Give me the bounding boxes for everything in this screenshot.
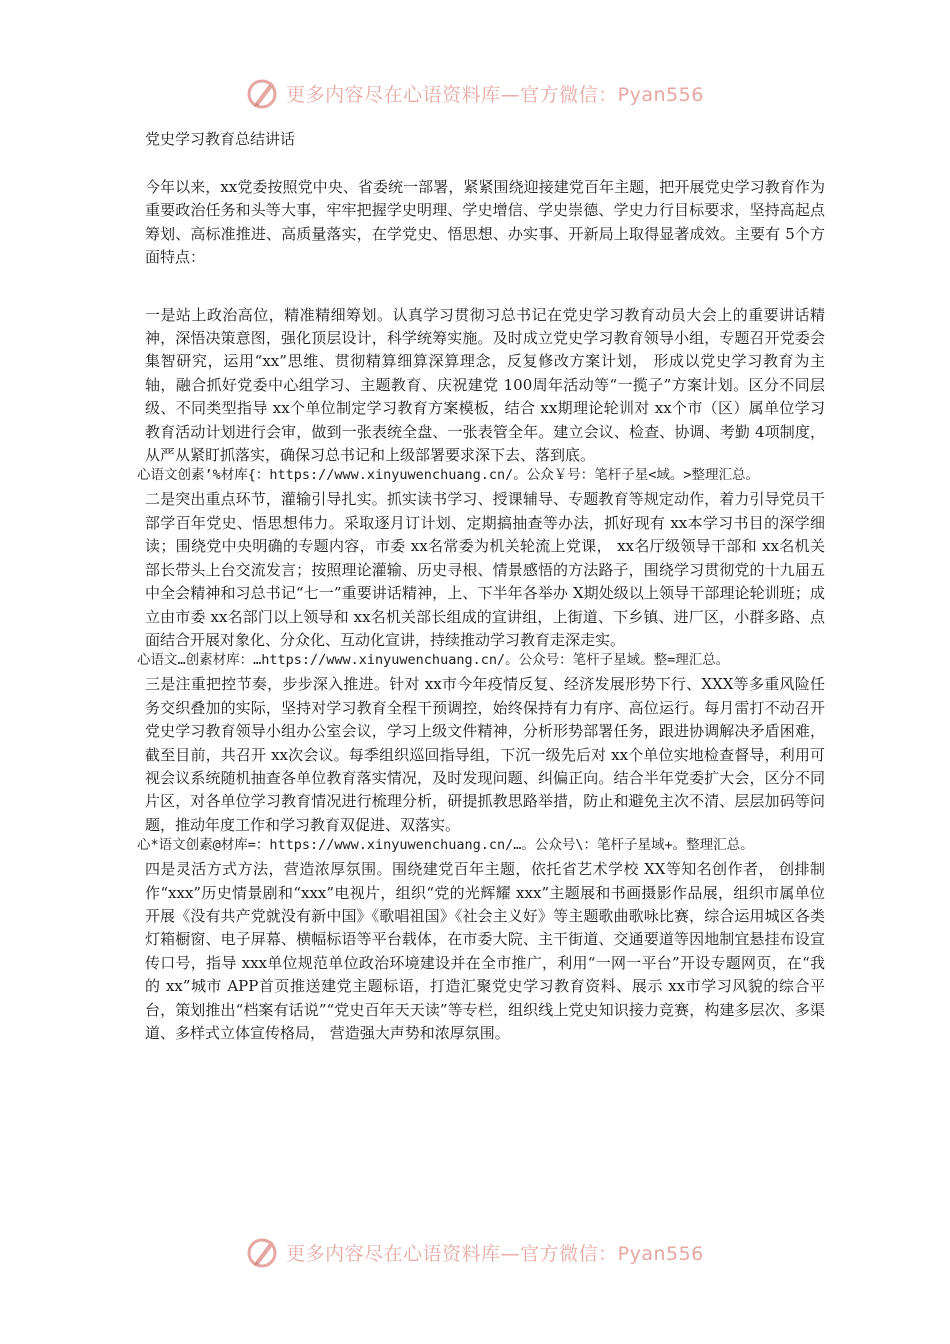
document-title: 党史学习教育总结讲话	[145, 130, 296, 148]
watermark-text: 更多内容尽在心语资料库—官方微信：Pyan556	[286, 1242, 704, 1265]
source-note-2: 心语文…创素材库：…https://www.xinyuwenchuang.cn/。公众号：笔杆子星域。整=理汇总。	[137, 652, 730, 669]
paragraph-3: 三是注重把控节奏，步步深入推进。针对 xx市今年疫情反复、经济发展形势下行、XXX等多重风险任务交织叠加的实际，坚持对学习教育全程干预调控，始终保持有力有序、高位运行。每月雷打不动召开党史学习教育领导小组办公室会议，学习上级文件精神，分析形势部署任务，跟进协调解决矛盾困难，截至目前，共召开 xx次会议。每季组织巡回指导组，下沉一级先后对 xx个单位实地检查督导，利用可视会议系统随机抽查各单位教育落实情况，及时发现问题、纠偏正向。结合半年党委扩大会，区分不同片区，对各单位学习教育情况进行梳理分析，研提抓教思路举措，防止和避免主次不清、层层加码等问题，推动年度工作和学习教育双促进、双落实。	[145, 675, 825, 834]
source-note-3: 心*语文创素@材库=：https://www.xinyuwenchuang.cn/…。公众号\：笔杆子星域+。整理汇总。	[137, 837, 754, 854]
pen-logo-icon	[246, 76, 280, 110]
source-note-1: 心语文创素’%材库{：https://www.xinyuwenchuang.cn/。公众￥号：笔杆子星<域。>整理汇总。	[137, 467, 759, 484]
watermark-text: 更多内容尽在心语资料库—官方微信：Pyan556	[286, 83, 704, 106]
intro-paragraph: 今年以来，xx党委按照党中央、省委统一部署，紧紧围绕迎接建党百年主题，把开展党史学习教育作为重要政治任务和头等大事，牢牢把握学史明理、学史增信、学史崇德、学史力行目标要求，坚持高起点筹划、高标准推进、高质量落实，在学党史、悟思想、办实事、开新局上取得显著成效。主要有 5个方面特点：	[145, 178, 825, 267]
document-body	[137, 128, 825, 1045]
paragraph-4: 四是灵活方式方法，营造浓厚氛围。围绕建党百年主题，依托省艺术学校 XX等知名创作者， 创排制作“xxx”历史情景剧和“xxx”电视片，组织“党的光辉耀 xxx”主题展和书画摄影作品展，组织市属单位开展《没有共产党就没有新中国》《歌唱祖国》《社会主义好》等主题歌曲歌咏比赛，综合运用城区各类灯箱橱窗、电子屏幕、横幅标语等平台载体，在市委大院、主干街道、交通要道等因地制宜悬挂布设宣传口号，指导 xxx单位规范单位政治环境建设并在全市推广，利用“一网一平台”开设专题网页，在“我的 xx”城市 APP首页推送建党主题标语，打造汇聚党史学习教育资料、展示 xx市学习风貌的综合平台，策划推出“档案有话说”“党史百年天天读”等专栏，组织线上党史知识接力竞赛，构建多层次、多渠道、多样式立体宣传格局， 营造强大声势和浓厚氛围。	[145, 860, 825, 1042]
paragraph-2: 二是突出重点环节，灌输引导扎实。抓实读书学习、授课辅导、专题教育等规定动作，着力引导党员干部学百年党史、悟思想伟力。采取逐月订计划、定期搞抽查等办法，抓好现有 xx本学习书目的深学细读；围绕党中央明确的专题内容，市委 xx名常委为机关轮流上党课， xx名厅级领导干部和 xx名机关部长带头上台交流发言；按照理论灌输、历史寻根、情景感悟的方法路子，围绕学习贯彻党的十九届五中全会精神和习总书记“七一”重要讲话精神，上、下半年各举办 X期处级以上领导干部理论轮训班；成立由市委 xx名部门以上领导和 xx名机关部长组成的宣讲组，上街道、下乡镇、进厂区，小群多路、点面结合开展对象化、分众化、互动化宣讲，持续推动学习教育走深走实。	[145, 490, 825, 649]
watermark-footer	[0, 1232, 950, 1272]
paragraph-1: 一是站上政治高位，精准精细筹划。认真学习贯彻习总书记在党史学习教育动员大会上的重要讲话精神，深悟决策意图，强化顶层设计，科学统筹实施。及时成立党史学习教育领导小组，专题召开党委会集智研究，运用“xx”思维、贯彻精算细算深算理念，反复修改方案计划， 形成以党史学习教育为主轴，融合抓好党委中心组学习、主题教育、庆祝建党 100周年活动等“一揽子”方案计划。区分不同层级、不同类型指导 xx个单位制定学习教育方案模板，结合 xx期理论轮训对 xx个市（区）属单位学习教育活动计划进行会审，做到一张表统全盘、一张表管全年。建立会议、检查、协调、考勤 4项制度，从严从紧盯抓落实，确保习总书记和上级部署要求深下去、落到底。	[145, 305, 825, 465]
pen-logo-icon	[246, 1235, 280, 1269]
watermark-header	[0, 73, 950, 113]
